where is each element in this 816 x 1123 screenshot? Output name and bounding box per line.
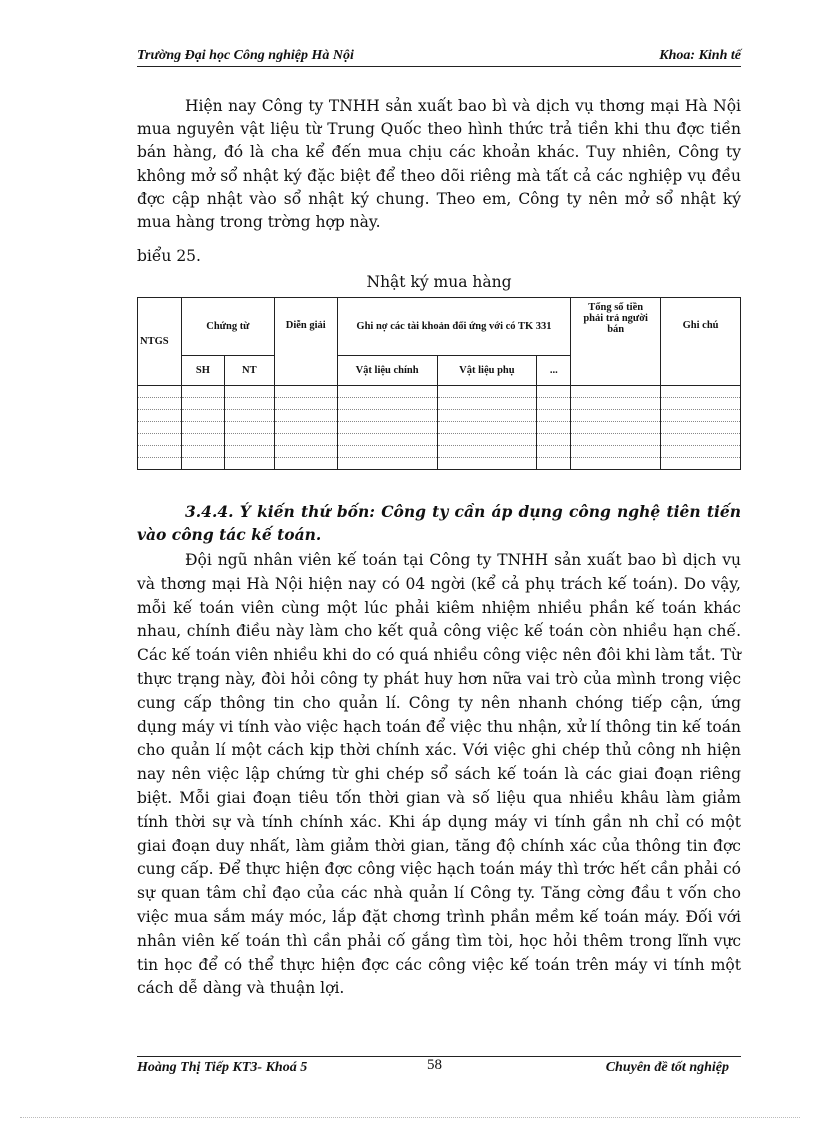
- paragraph-purchase-journal: Hiện nay Công ty TNHH sản xuất bao bì và dịch vụ thơng mại Hà Nội mua nguyên vật liệu từ Trung Quốc theo hình thức trả tiền khi thu đợc tiền bán hàng, đó là cha kể đến mua chịu các khoản khác. Tuy nhiên, Công ty không mở sổ nhật ký đặc biệt để theo dõi riêng mà tất cả các nghiệp vụ đều đợc cập nhật vào sổ nhật ký chung. Theo em, Công ty nên mở sổ nhật ký mua hàng trong trờng hợp này.: [137, 97, 741, 232]
- section-heading: 3.4.4. Ý kiến thứ bốn: Công ty cần áp dụng công nghệ tiên tiến vào công tác kế toán.: [137, 502, 741, 545]
- table-row: [138, 410, 741, 422]
- col-vl-chinh: Vật liệu chính: [337, 356, 437, 386]
- page-divider: [20, 1117, 800, 1118]
- col-ghi-chu: Ghi chú: [661, 298, 741, 386]
- page-header: [137, 44, 741, 67]
- col-other: ...: [537, 356, 571, 386]
- col-ghi-no: Ghi nợ các tài khoản đối ứng với có TK 331: [337, 298, 571, 356]
- purchase-journal-table: [137, 297, 741, 470]
- col-chung-tu: Chứng từ: [181, 298, 274, 356]
- col-nt: NT: [224, 356, 274, 386]
- table-row: [138, 446, 741, 458]
- table-row: [138, 398, 741, 410]
- col-dien-giai: Diễn giải: [274, 298, 337, 386]
- header-school: Trường Đại học Công nghiệp Hà Nội: [137, 48, 354, 63]
- page-number: 58: [427, 1057, 442, 1073]
- table-row: [138, 422, 741, 434]
- footer-author: Hoàng Thị Tiếp KT3- Khoá 5: [137, 1060, 308, 1075]
- page-footer: [137, 1056, 741, 1077]
- table-title: Nhật ký mua hàng: [366, 273, 512, 291]
- header-faculty: Khoa: Kinh tế: [659, 48, 741, 63]
- table-row: [138, 386, 741, 398]
- col-ntgs: NTGS: [138, 298, 182, 386]
- col-vl-phu: Vật liệu phụ: [437, 356, 537, 386]
- footer-title: Chuyên đề tốt nghiệp: [605, 1060, 729, 1075]
- paragraph-technology: Đội ngũ nhân viên kế toán tại Công ty TNHH sản xuất bao bì dịch vụ và thơng mại Hà Nội hiện nay có 04 ngời (kể cả phụ trách kế toán). Do vậy, mỗi kế toán viên cùng một lúc phải kiêm nhiệm nhiều phần kế toán khác nhau, chính điều này làm cho kết quả công việc kế toán còn nhiều hạn chế. Các kế toán viên nhiều khi do có quá nhiều công việc nên đôi khi làm tắt. Từ thực trạng này, đòi hỏi công ty phát huy hơn nữa vai trò của mình trong việc cung cấp thông tin cho quản lí. Công ty nên nhanh chóng tiếp cận, ứng dụng máy vi tính vào việc hạch toán để việc thu nhận, xử lí thông tin kế toán cho quản lí một cách kịp thời chính xác. Với việc ghi chép thủ công nh hiện nay nên việc lập chứng từ ghi chép sổ sách kế toán là các giai đoạn riêng biệt. Mỗi giai đoạn tiêu tốn thời gian và số liệu qua nhiều khâu làm giảm tính thời sự và tính chính xác. Khi áp dụng máy vi tính gần nh chỉ có một giai đoạn duy nhất, làm giảm thời gian, tăng độ chính xác của thông tin đợc cung cấp. Để thực hiện đợc công việc hạch toán máy thì trớc hết cần phải có sự quan tâm chỉ đạo của các nhà quản lí Công ty. Tăng cờng đầu t vốn cho việc mua sắm máy móc, lắp đặt chơng trình phần mềm kế toán máy. Đối với nhân viên kế toán thì cần phải cố gắng tìm tòi, học hỏi thêm trong lĩnh vực tin học để có thể thực hiện đợc các công việc kế toán trên máy vi tính một cách dễ dàng và thuận lợi.: [137, 551, 741, 998]
- figure-label: biểu 25.: [137, 247, 201, 265]
- table-row: [138, 458, 741, 470]
- col-tong-so-tien: Tổng số tiền phải trả người bán: [571, 298, 661, 386]
- col-sh: SH: [181, 356, 224, 386]
- table-row: [138, 434, 741, 446]
